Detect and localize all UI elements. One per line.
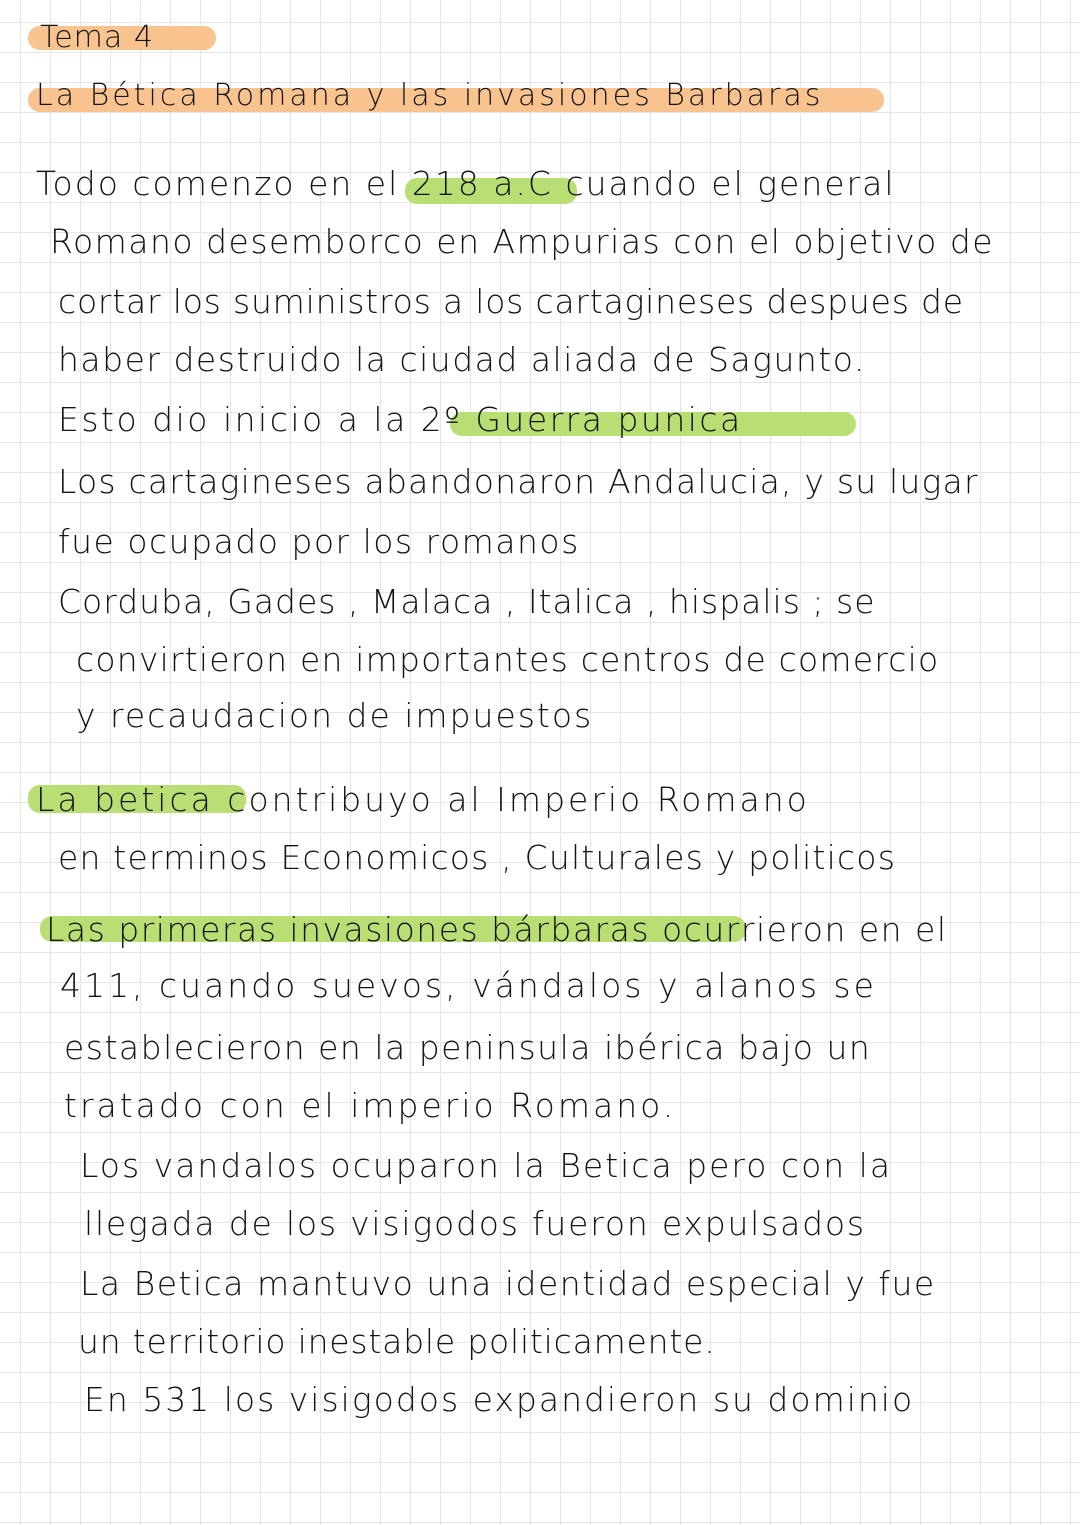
note-line: fue ocupado por los romanos [58, 522, 580, 561]
note-line: Todo comenzo en el 218 a.C cuando el general [36, 164, 896, 203]
note-line: y recaudacion de impuestos [76, 696, 594, 735]
note-line: Los cartagineses abandonaron Andalucia, y su lugar [58, 462, 979, 501]
topic-label: Tema 4 [40, 20, 154, 55]
note-line: haber destruido la ciudad aliada de Sagunto. [58, 340, 866, 379]
note-line: tratado con el imperio Romano. [64, 1086, 677, 1125]
note-line: en terminos Economicos , Culturales y politicos [58, 838, 897, 877]
note-line: un territorio inestable politicamente. [78, 1322, 716, 1361]
note-line: 411, cuando suevos, vándalos y alanos se [60, 966, 877, 1005]
page-title: La Bética Romana y las invasiones Barbaras [36, 78, 824, 113]
note-line: Las primeras invasiones bárbaras ocurrieron en el [46, 910, 948, 949]
note-line: establecieron en la peninsula ibérica bajo un [64, 1028, 872, 1067]
note-line: Corduba, Gades , Malaca , Italica , hispalis ; se [58, 582, 876, 621]
note-line: cortar los suministros a los cartagineses despues de [58, 282, 964, 321]
note-line: Esto dio inicio a la 2º Guerra punica [58, 400, 743, 439]
note-line: La Betica mantuvo una identidad especial y fue [80, 1264, 936, 1303]
note-line: En 531 los visigodos expandieron su dominio [84, 1380, 915, 1419]
note-line: convirtieron en importantes centros de comercio [76, 640, 940, 679]
note-line: La betica contribuyo al Imperio Romano [36, 780, 810, 819]
note-line: Romano desemborco en Ampurias con el objetivo de [50, 222, 995, 261]
note-line: llegada de los visigodos fueron expulsados [84, 1204, 866, 1243]
note-line: Los vandalos ocuparon la Betica pero con la [80, 1146, 893, 1185]
